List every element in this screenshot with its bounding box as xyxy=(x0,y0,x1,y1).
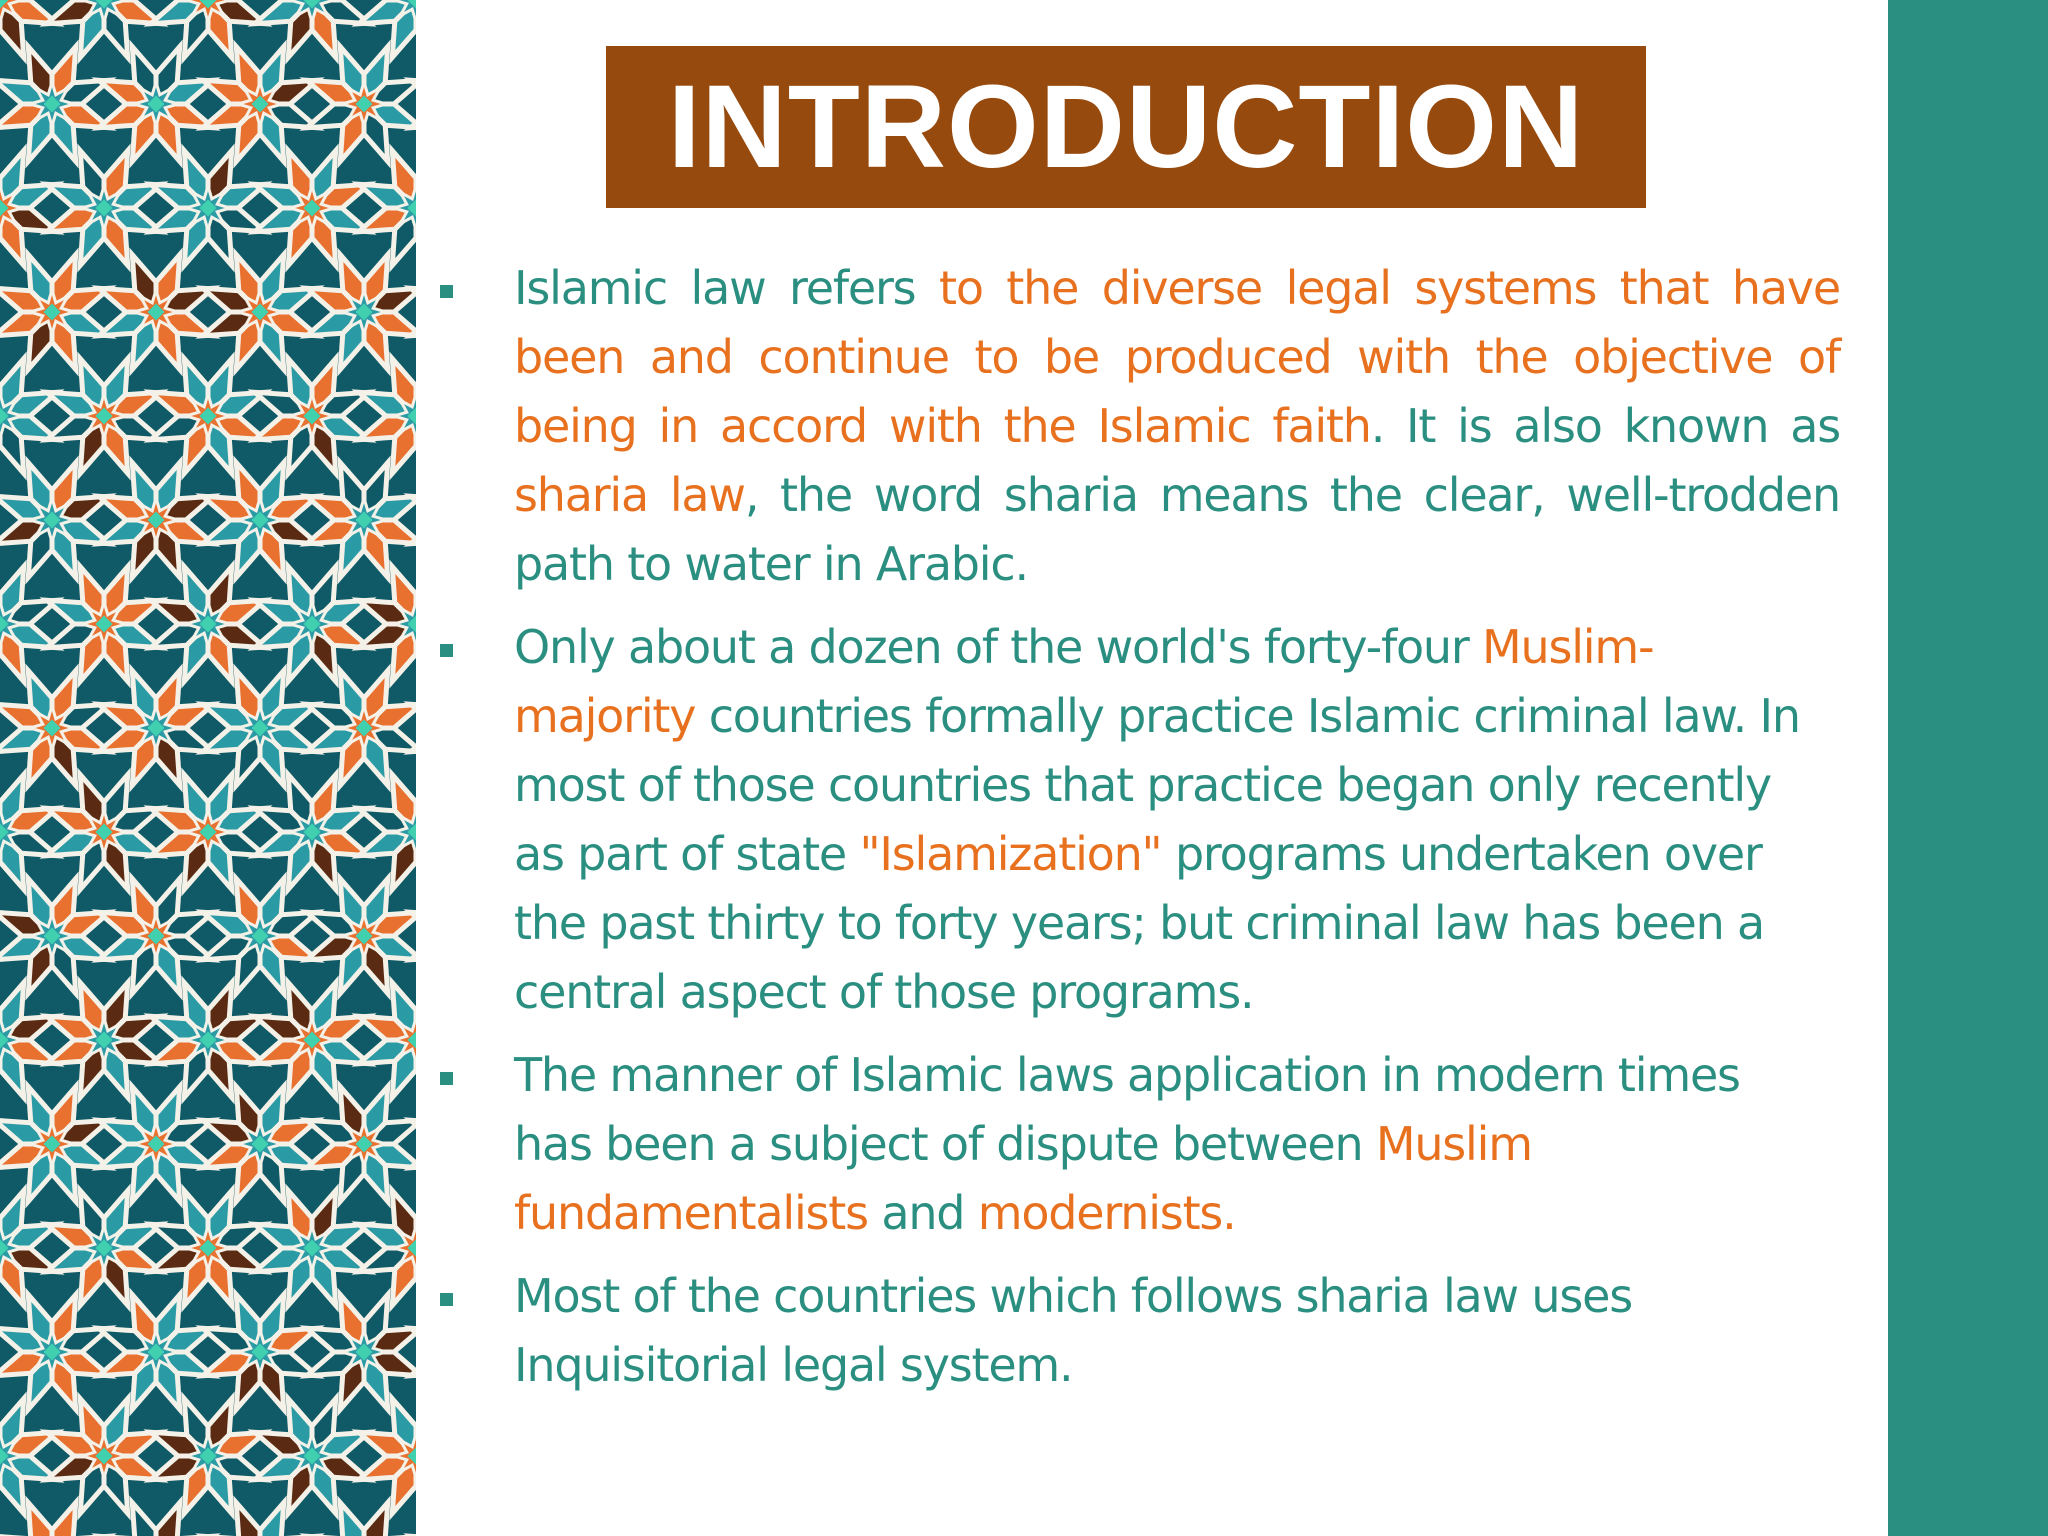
text-run: Most of the countries which follows sharia law uses Inquisitorial legal system. xyxy=(514,1269,1632,1392)
right-accent-bar xyxy=(1888,0,2048,1536)
highlight-text: sharia law xyxy=(514,468,745,522)
bullet-list xyxy=(440,254,1840,1414)
square-bullet-icon xyxy=(440,613,514,682)
bullet-text xyxy=(514,613,1840,1027)
title-banner xyxy=(606,46,1646,208)
text-run: Islamic law refers xyxy=(514,261,939,315)
text-run: , the word sharia means the clear, well-trodden path to water in Arabic. xyxy=(514,468,1840,591)
bullet-text xyxy=(514,254,1840,599)
text-run: programs undertaken over the past thirty to forty years; but criminal law has been a central aspect of those programs. xyxy=(514,827,1764,1019)
highlight-text: to the diverse legal systems that have been and continue to be produced with the objective of being in accord with the Islamic faith xyxy=(514,261,1840,453)
highlight-text: modernists. xyxy=(977,1186,1236,1240)
decorative-geometric-pattern xyxy=(0,0,416,1536)
square-bullet-icon xyxy=(440,254,514,323)
text-run: Only about a dozen of the world's forty-four xyxy=(514,620,1482,674)
square-bullet-icon xyxy=(440,1041,514,1110)
highlight-text: "Islamization" xyxy=(859,827,1162,881)
slide-title: INTRODUCTION xyxy=(667,61,1585,193)
list-item xyxy=(440,1262,1840,1400)
text-run: . It is also known as xyxy=(1370,399,1840,453)
list-item xyxy=(440,254,1840,599)
list-item xyxy=(440,613,1840,1027)
square-bullet-icon xyxy=(440,1262,514,1331)
highlight-text: Muslim-majority xyxy=(514,620,1654,743)
text-run: and xyxy=(867,1186,978,1240)
text-run: The manner of Islamic laws application in modern times has been a subject of dispute between xyxy=(514,1048,1740,1171)
bullet-text xyxy=(514,1041,1840,1248)
highlight-text: Muslim fundamentalists xyxy=(514,1117,1532,1240)
list-item xyxy=(440,1041,1840,1248)
bullet-text xyxy=(514,1262,1840,1400)
text-run: countries formally practice Islamic criminal law. In most of those countries that practice began only recently as part of state xyxy=(514,689,1800,881)
